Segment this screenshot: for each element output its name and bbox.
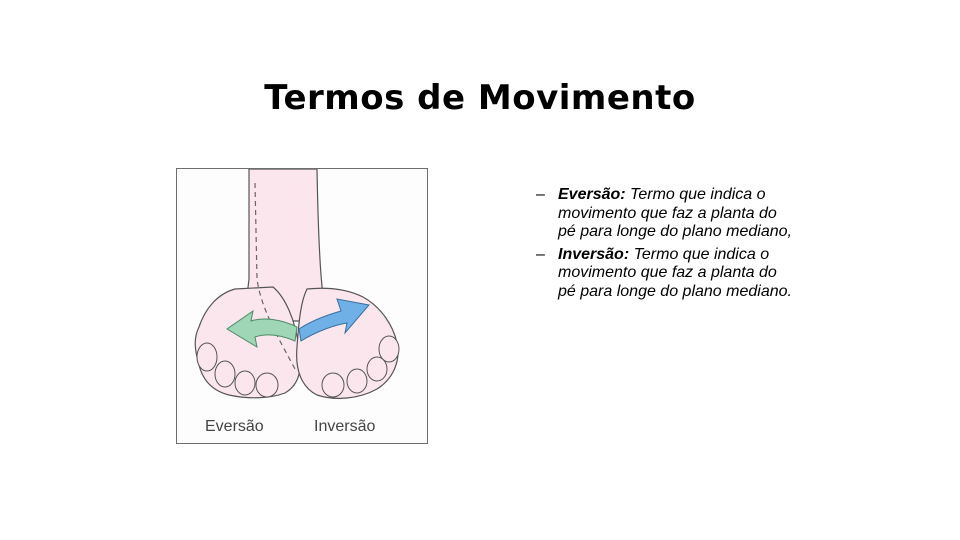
feet-illustration	[177, 169, 427, 443]
definition-term: Eversão:	[558, 186, 631, 203]
definition-item-inversion	[536, 246, 796, 302]
inversion-caption: Inversão	[314, 418, 376, 435]
left-toe	[235, 371, 255, 395]
bullet-dash: –	[536, 186, 545, 203]
left-toe	[215, 361, 235, 387]
definition-text: Termo que indica o movimento que faz a planta do pé para longe do plano mediano,	[558, 186, 792, 240]
eversion-caption: Eversão	[205, 418, 264, 435]
right-toe	[347, 369, 367, 393]
definition-term: Inversão:	[558, 245, 634, 263]
right-toe	[322, 373, 344, 397]
slide-title: Termos de Movimento	[264, 78, 696, 118]
left-toe	[256, 373, 278, 397]
definition-list	[536, 186, 796, 305]
bullet-dash: –	[536, 245, 545, 263]
right-toe	[367, 357, 387, 381]
left-toe	[197, 343, 217, 371]
definition-text: Termo que indica o movimento que faz a planta do pé para longe do plano mediano.	[558, 245, 792, 300]
foot-movement-figure	[176, 168, 428, 444]
definition-item-eversion	[536, 186, 796, 242]
